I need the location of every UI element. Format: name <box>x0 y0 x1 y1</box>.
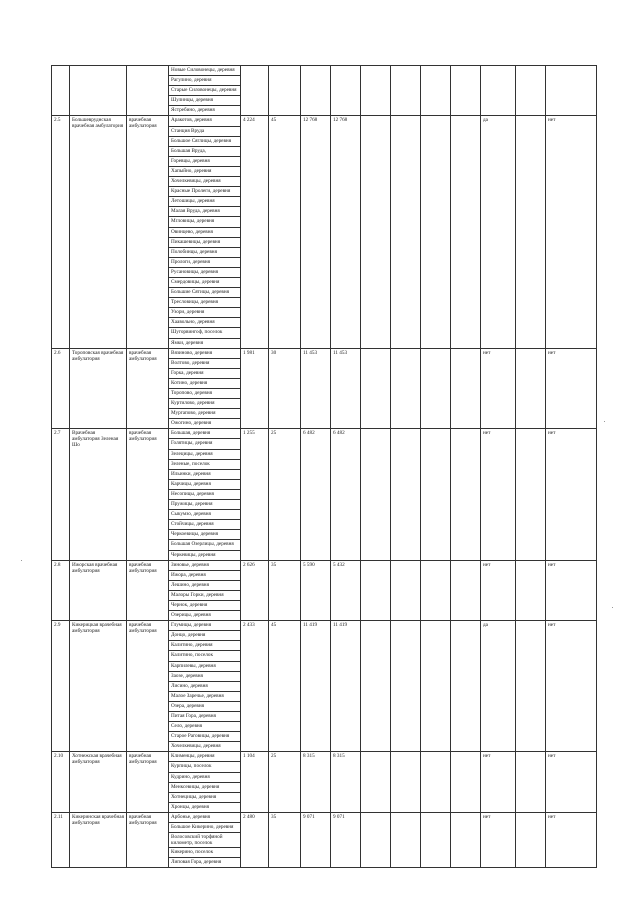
facility-name: Большевруднская врачебная амбулатория <box>70 116 127 348</box>
distance-value: 35 <box>269 812 301 867</box>
empty-cell <box>421 116 451 348</box>
facility-name: Кикерицкая врачебная амбулатория <box>70 621 127 752</box>
facility-type <box>127 66 169 116</box>
empty-cell <box>361 429 391 560</box>
settlement-name: Клименцы, деревня <box>169 752 241 762</box>
empty-cell <box>451 560 481 621</box>
population-value: 2 480 <box>241 812 269 867</box>
settlement-name: Хотнецицы, деревня <box>169 792 241 802</box>
distance-value: 35 <box>269 560 301 621</box>
settlement-name: Арбонье, деревня <box>169 812 241 822</box>
empty-cell <box>391 66 421 116</box>
row-number: 2.6 <box>52 348 70 429</box>
flag-no: нет <box>546 116 597 348</box>
scan-speck <box>612 607 613 608</box>
flag-yes: нет <box>481 429 516 560</box>
row-number: 2.7 <box>52 429 70 560</box>
facility-name: Врачебная амбулатория Зеленая Шо <box>70 429 127 560</box>
empty-cell <box>421 752 451 813</box>
table-row <box>52 812 597 822</box>
facility-name: Хотнежская врачебная амбулатория <box>70 752 127 813</box>
settlement-name: Горка, деревня <box>169 368 241 378</box>
settlement-name: Станция Вруда <box>169 126 241 136</box>
area-value: 6 482 <box>301 429 331 560</box>
settlement-name: Старое Раговицы, деревня <box>169 732 241 742</box>
area-value-2: 8 315 <box>331 752 361 813</box>
facility-name <box>70 66 127 116</box>
settlement-name: Чернок, деревня <box>169 600 241 610</box>
settlement-name: Малое Заречье, деревня <box>169 691 241 701</box>
scan-speck <box>604 421 605 422</box>
table-row <box>52 348 597 358</box>
flag-no <box>546 66 597 116</box>
settlement-name: Волтово, деревня <box>169 358 241 368</box>
settlement-name: Хаавольно, деревня <box>169 318 241 328</box>
settlement-name: Ястребино, деревня <box>169 106 241 116</box>
empty-cell <box>516 560 546 621</box>
flag-yes: да <box>481 116 516 348</box>
area-value-2: 6 482 <box>331 429 361 560</box>
facility-type: врачебная амбулатория <box>127 348 169 429</box>
scan-speck <box>21 560 22 561</box>
population-value: 2 433 <box>241 621 269 752</box>
population-value: 1 104 <box>241 752 269 813</box>
empty-cell <box>421 66 451 116</box>
settlement-name: Овинцево, деревня <box>169 227 241 237</box>
settlement-name: Большая, деревня <box>169 429 241 439</box>
empty-cell <box>361 621 391 752</box>
empty-cell <box>451 116 481 348</box>
settlement-name: Летошицы, деревня <box>169 197 241 207</box>
settlement-name: Малая Вруда, деревня <box>169 207 241 217</box>
population-value <box>241 66 269 116</box>
facility-type: врачебная амбулатория <box>127 752 169 813</box>
settlement-name: Черкевицы, деревня <box>169 550 241 560</box>
settlement-name: Волосовский торфяной километр, поселок <box>169 833 241 848</box>
settlement-name: Липовая Гора, деревня <box>169 858 241 868</box>
area-value: 8 315 <box>301 752 331 813</box>
distance-value: 45 <box>269 621 301 752</box>
flag-no: нет <box>546 429 597 560</box>
settlement-name: Зеленые, поселок <box>169 459 241 469</box>
table-row <box>52 116 597 126</box>
settlement-name: Пикашевицы, деревня <box>169 237 241 247</box>
settlement-name: Аракотов, деревня <box>169 116 241 126</box>
table-row <box>52 429 597 439</box>
flag-yes: нет <box>481 812 516 867</box>
facility-type: врачебная амбулатория <box>127 812 169 867</box>
empty-cell <box>451 812 481 867</box>
empty-cell <box>361 812 391 867</box>
settlement-name: Зелецицы, деревня <box>169 449 241 459</box>
settlement-name: Шулинцы, деревня <box>169 96 241 106</box>
settlement-name: Прологи, деревня <box>169 257 241 267</box>
facility-name: Ижорская врачебная амбулатория <box>70 560 127 621</box>
table-row <box>52 621 597 631</box>
settlement-name: Мгловицы, деревня <box>169 217 241 227</box>
population-value: 1 255 <box>241 429 269 560</box>
settlement-name: Зиновье, деревня <box>169 560 241 570</box>
empty-cell <box>361 116 391 348</box>
flag-yes <box>481 66 516 116</box>
settlement-name: Калитино, поселок <box>169 651 241 661</box>
flag-no: нет <box>546 812 597 867</box>
empty-cell <box>421 621 451 752</box>
empty-cell <box>421 812 451 867</box>
empty-cell <box>516 429 546 560</box>
empty-cell <box>516 66 546 116</box>
empty-cell <box>361 66 391 116</box>
empty-cell <box>391 429 421 560</box>
flag-no: нет <box>546 621 597 752</box>
settlement-name: Мургапово, деревня <box>169 409 241 419</box>
settlement-name: Донцо, деревня <box>169 631 241 641</box>
facility-name: Тороповская врачебная амбулатория <box>70 348 127 429</box>
empty-cell <box>421 348 451 429</box>
row-number: 2.10 <box>52 752 70 813</box>
empty-cell <box>516 621 546 752</box>
area-value-2: 9 071 <box>331 812 361 867</box>
settlement-name: Кудрино, деревня <box>169 772 241 782</box>
area-value-2: 11 453 <box>331 348 361 429</box>
row-number: 2.11 <box>52 812 70 867</box>
settlement-name: Узори, деревня <box>169 308 241 318</box>
flag-yes: нет <box>481 348 516 429</box>
settlement-name: Смердовицы, деревня <box>169 277 241 287</box>
empty-cell <box>391 116 421 348</box>
empty-cell <box>391 752 421 813</box>
flag-yes: нет <box>481 560 516 621</box>
empty-cell <box>361 560 391 621</box>
settlement-name: Кикерино, поселок <box>169 848 241 858</box>
settlement-name: Горевцы, деревня <box>169 156 241 166</box>
settlement-name: Хапыйно, деревня <box>169 166 241 176</box>
facility-type: врачебная амбулатория <box>127 429 169 560</box>
distance-value: 30 <box>269 348 301 429</box>
settlement-name: Глумицы, деревня <box>169 621 241 631</box>
distance-value: 45 <box>269 116 301 348</box>
table-body <box>52 66 597 868</box>
settlement-name: Черкоевицы, деревня <box>169 530 241 540</box>
empty-cell <box>451 348 481 429</box>
settlement-name: Куртилово, деревня <box>169 399 241 409</box>
settlement-name: Село, деревня <box>169 722 241 732</box>
area-value-2: 12 768 <box>331 116 361 348</box>
facility-type: врачебная амбулатория <box>127 116 169 348</box>
facility-type: врачебная амбулатория <box>127 621 169 752</box>
population-value: 4 224 <box>241 116 269 348</box>
settlement-name: Большие Сятицы, деревня <box>169 288 241 298</box>
settlement-name: Рагулино, деревня <box>169 76 241 86</box>
settlement-name: Большая Вруда, <box>169 146 241 156</box>
empty-cell <box>391 560 421 621</box>
table-row <box>52 66 597 76</box>
settlement-name: Озера, деревня <box>169 701 241 711</box>
empty-cell <box>516 348 546 429</box>
distance-value <box>269 66 301 116</box>
settlement-name: Малоры Горки, деревня <box>169 590 241 600</box>
area-value-2 <box>331 66 361 116</box>
empty-cell <box>421 429 451 560</box>
settlement-name: Хочелкевицы, деревня <box>169 742 241 752</box>
settlement-name: Вязиново, деревня <box>169 348 241 358</box>
empty-cell <box>451 621 481 752</box>
settlement-name: Большое Кикерино, деревня <box>169 823 241 833</box>
flag-no: нет <box>546 348 597 429</box>
area-value: 9 071 <box>301 812 331 867</box>
settlement-name: Ильинки, деревня <box>169 469 241 479</box>
settlement-name: Новые Силовонецы, деревня <box>169 66 241 76</box>
settlement-name: Несопицы, деревня <box>169 489 241 499</box>
row-number: 2.8 <box>52 560 70 621</box>
settlement-name: Карпилевы, деревня <box>169 661 241 671</box>
area-value: 5 590 <box>301 560 331 621</box>
settlement-name: Шугорвингоф, поселок <box>169 328 241 338</box>
settlement-name: Ижора, деревня <box>169 570 241 580</box>
table-row <box>52 752 597 762</box>
settlement-name: Калитино, деревня <box>169 641 241 651</box>
settlement-name: Курпицы, поселок <box>169 762 241 772</box>
flag-no: нет <box>546 560 597 621</box>
empty-cell <box>361 348 391 429</box>
settlement-name: Хронцы, деревня <box>169 802 241 812</box>
area-value: 11 453 <box>301 348 331 429</box>
settlement-name: Менксевицы, деревня <box>169 782 241 792</box>
area-value: 11 419 <box>301 621 331 752</box>
area-value <box>301 66 331 116</box>
settlement-name: Заозе, деревня <box>169 671 241 681</box>
settlement-name: Лисино, деревня <box>169 681 241 691</box>
row-number <box>52 66 70 116</box>
settlement-name: Ожогино, деревня <box>169 419 241 429</box>
area-value: 12 768 <box>301 116 331 348</box>
settlement-name: Ямки, деревня <box>169 338 241 348</box>
settlement-name: Карчицы, деревня <box>169 479 241 489</box>
facility-name: Кикеринская врачебная амбулатория <box>70 812 127 867</box>
row-number: 2.9 <box>52 621 70 752</box>
settlement-name: Полобинцы, деревня <box>169 247 241 257</box>
empty-cell <box>451 429 481 560</box>
empty-cell <box>516 752 546 813</box>
data-table <box>51 65 597 868</box>
area-value-2: 11 419 <box>331 621 361 752</box>
settlement-name: Лешино, деревня <box>169 580 241 590</box>
population-value: 2 626 <box>241 560 269 621</box>
area-value-2: 5 432 <box>331 560 361 621</box>
flag-yes: нет <box>481 752 516 813</box>
settlement-name: Тресловицы, деревня <box>169 298 241 308</box>
settlement-name: Котино, деревня <box>169 378 241 388</box>
settlement-name: Старые Силовонецы, деревня <box>169 86 241 96</box>
flag-no: нет <box>546 752 597 813</box>
settlement-name: Озерицы, деревня <box>169 611 241 621</box>
settlement-name: Большая Озерлицы, деревня <box>169 540 241 550</box>
settlement-name: Стойчицы, деревня <box>169 520 241 530</box>
empty-cell <box>451 752 481 813</box>
settlement-name: Голятицы, деревня <box>169 439 241 449</box>
population-value: 1 981 <box>241 348 269 429</box>
empty-cell <box>516 116 546 348</box>
empty-cell <box>516 812 546 867</box>
settlement-name: Хочелкевицы, деревня <box>169 177 241 187</box>
facility-type: врачебная амбулатория <box>127 560 169 621</box>
flag-yes: да <box>481 621 516 752</box>
row-number: 2.5 <box>52 116 70 348</box>
empty-cell <box>361 752 391 813</box>
empty-cell <box>391 621 421 752</box>
empty-cell <box>421 560 451 621</box>
distance-value: 25 <box>269 429 301 560</box>
distance-value: 25 <box>269 752 301 813</box>
settlement-name: Сыкумзо, деревня <box>169 510 241 520</box>
settlement-name: Красные Пролеги, деревня <box>169 187 241 197</box>
settlement-name: Питая Гора, деревня <box>169 712 241 722</box>
empty-cell <box>391 348 421 429</box>
table-row <box>52 560 597 570</box>
settlement-name: Русановицы, деревня <box>169 267 241 277</box>
settlement-name: Большое Сяглицы, деревня <box>169 136 241 146</box>
settlement-name: Пружицы, деревня <box>169 500 241 510</box>
empty-cell <box>451 66 481 116</box>
empty-cell <box>391 812 421 867</box>
settlement-name: Торопово, деревня <box>169 389 241 399</box>
